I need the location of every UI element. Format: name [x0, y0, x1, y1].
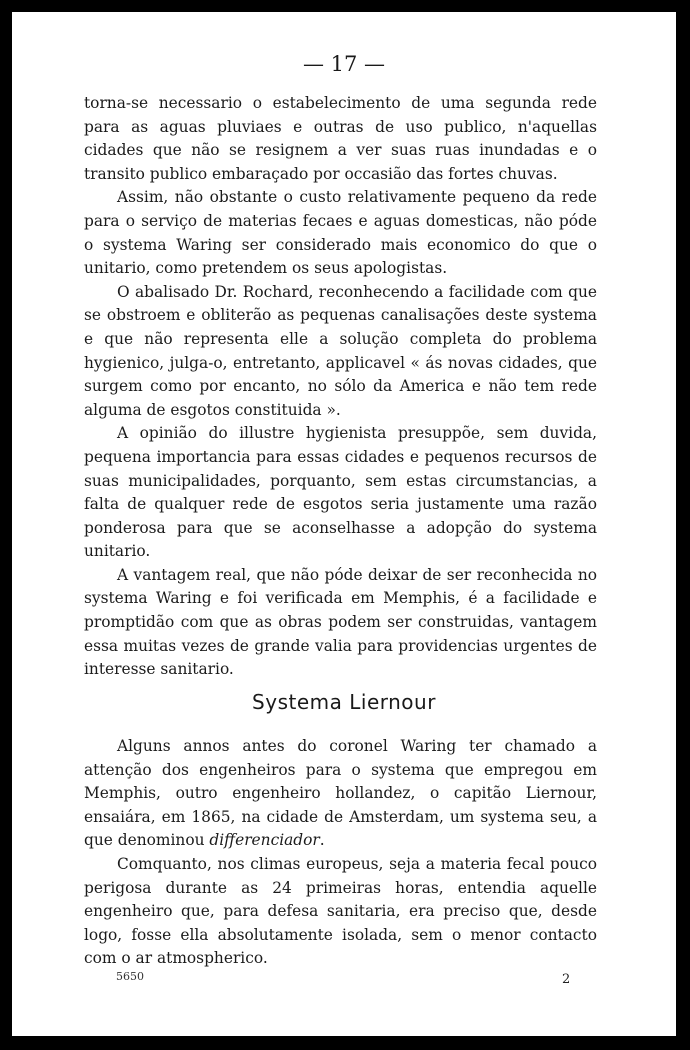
printer-signature: 5650 [116, 970, 144, 983]
section-heading: Systema Liernour [252, 690, 436, 714]
body-text-bottom [84, 735, 597, 971]
paragraph-liernour-intro [84, 735, 597, 853]
paragraph-real-advantage: A vantagem real, que não póde deixar de ser reconhecida no systema Waring e foi verificada em Memphis, é a facilidade e promptidão com que as obras podem ser construidas, vantagem essa muitas vezes de grande valia para providencias urgentes de interesse sanitario. [84, 565, 597, 679]
document-page [12, 12, 676, 1036]
paragraph-waring-cost: Assim, não obstante o custo relativamente pequeno da rede para o serviço de materias fecaes e aguas domesticas, não póde o systema Waring ser considerado mais economico do que o unitario, como pretendem os seus apologistas. [84, 188, 597, 278]
paragraph-liernour-text: Alguns annos antes do coronel Waring ter chamado a attenção dos engenheiros para o systema que empregou em Memphis, outro engenheiro hollandez, o capitão Liernour, ensaiára, em 1865, na cidade de Amsterdam, um systema seu, a que denominou [84, 737, 597, 850]
paragraph-rochard: O abalisado Dr. Rochard, reconhecendo a facilidade com que se obstroem e obliterão as pequenas canalisações deste systema e que não representa elle a solução completa do problema hygienico, julga-o, entretanto, applicavel « ás novas cidades, que surgem como por encanto, no sólo da America e não tem rede alguma de esgotos constituida ». [84, 282, 597, 419]
paragraph-hygienist-opinion: A opinião do illustre hygienista presuppõe, sem duvida, pequena importancia para essas cidades e pequenos recursos de suas municipalidades, porquanto, sem estas circumstancias, a falta de qualquer rede de esgotos seria justamente uma razão ponderosa para que se aconselhasse a adopção do systema unitario. [84, 424, 597, 561]
paragraph-fecal-matter: Comquanto, nos climas europeus, seja a materia fecal pouco perigosa durante as 24 primeiras horas, entendia aquelle engenheiro que, para defesa sanitaria, era preciso que, desde logo, fosse ella absolutamente isolada, sem o menor contacto com o ar atmospherico. [84, 854, 597, 968]
differenciador-term: differenciador [209, 831, 320, 850]
body-text-top [84, 92, 597, 682]
paragraph-liernour-end: . [319, 831, 325, 850]
paragraph-continuation: torna-se necessario o estabelecimento de uma segunda rede para as aguas pluviaes e outras de uso publico, n'aquellas cidades que não se resignem a ver suas ruas inundadas e o transito publico embaraçado por occasião das fortes chuvas. [84, 94, 597, 183]
gathering-mark: 2 [562, 972, 571, 987]
page-number: — 17 — [302, 52, 386, 76]
